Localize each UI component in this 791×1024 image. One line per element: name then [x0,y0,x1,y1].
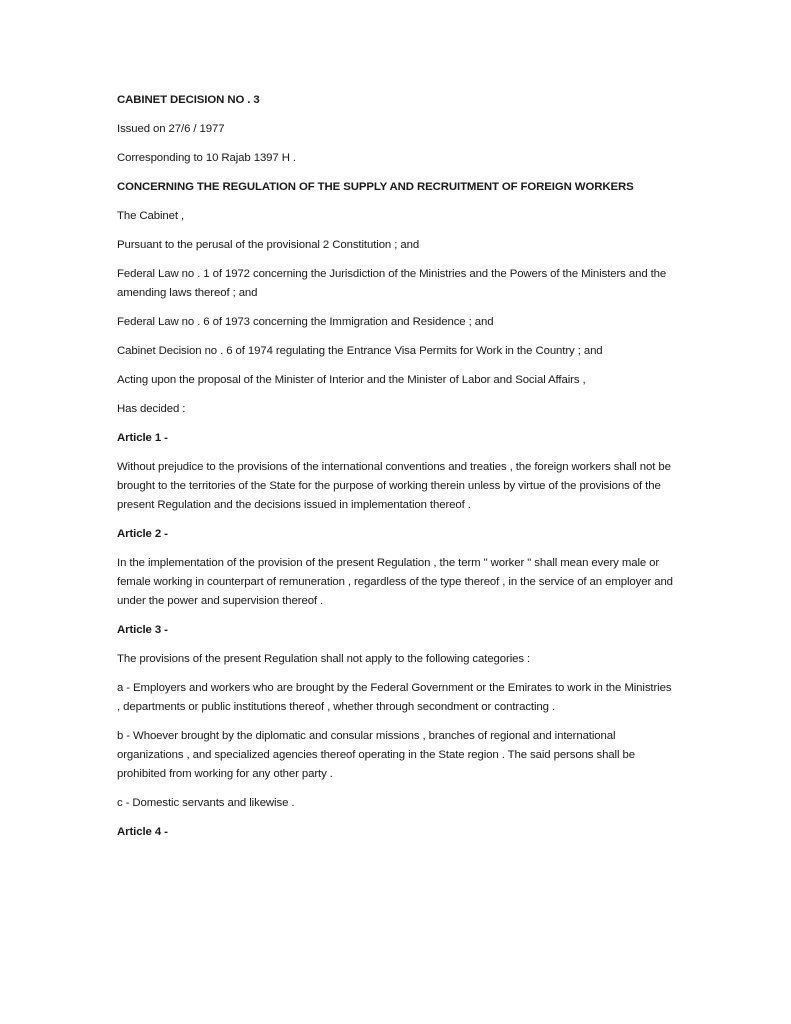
preamble-paragraph: The Cabinet , [117,210,185,222]
document-subject: CONCERNING THE REGULATION OF THE SUPPLY AND RECRUITMENT OF FOREIGN WORKERS [117,181,634,193]
article-3-item: b - Whoever brought by the diplomatic and consular missions , branches of regional and international organizations , and specialized agencies thereof operating in the State region . The said persons shall be prohibited from working for any other party . [117,730,635,780]
document-title: CABINET DECISION NO . 3 [117,94,260,106]
article-3-item: c - Domestic servants and likewise . [117,797,295,809]
article-3-item: a - Employers and workers who are brought by the Federal Government or the Emirates to work in the Ministries , departments or public institutions thereof , whether through secondment or contracting . [117,682,672,713]
preamble-paragraph: Has decided : [117,403,186,415]
issued-date: Issued on 27/6 / 1977 [117,123,225,135]
article-1-text: Without prejudice to the provisions of the international conventions and treaties , the foreign workers shall not be brought to the territories of the State for the purpose of working therein unless by virtue of the provisions of the present Regulation and the decisions issued in implementation thereof . [117,461,671,511]
article-4-heading: Article 4 - [117,826,168,838]
article-2-heading: Article 2 - [117,528,168,540]
preamble-paragraph: Federal Law no . 1 of 1972 concerning the Jurisdiction of the Ministries and the Powers of the Ministers and the amending laws thereof ; and [117,268,667,299]
article-1-heading: Article 1 - [117,432,168,444]
preamble-paragraph: Federal Law no . 6 of 1973 concerning the Immigration and Residence ; and [117,316,494,328]
article-3-intro: The provisions of the present Regulation shall not apply to the following categories : [117,653,531,665]
preamble-paragraph: Cabinet Decision no . 6 of 1974 regulating the Entrance Visa Permits for Work in the Country ; and [117,345,603,357]
document-page [117,91,677,852]
preamble-paragraph: Acting upon the proposal of the Minister of Interior and the Minister of Labor and Social Affairs , [117,374,586,386]
preamble-paragraph: Pursuant to the perusal of the provisional 2 Constitution ; and [117,239,420,251]
article-3-heading: Article 3 - [117,624,168,636]
article-2-text: In the implementation of the provision of the present Regulation , the term " worker " shall mean every male or female working in counterpart of remuneration , regardless of the type thereof , in the service of an employer and under the power and supervision thereof . [117,557,673,607]
hijri-date: Corresponding to 10 Rajab 1397 H . [117,152,296,164]
